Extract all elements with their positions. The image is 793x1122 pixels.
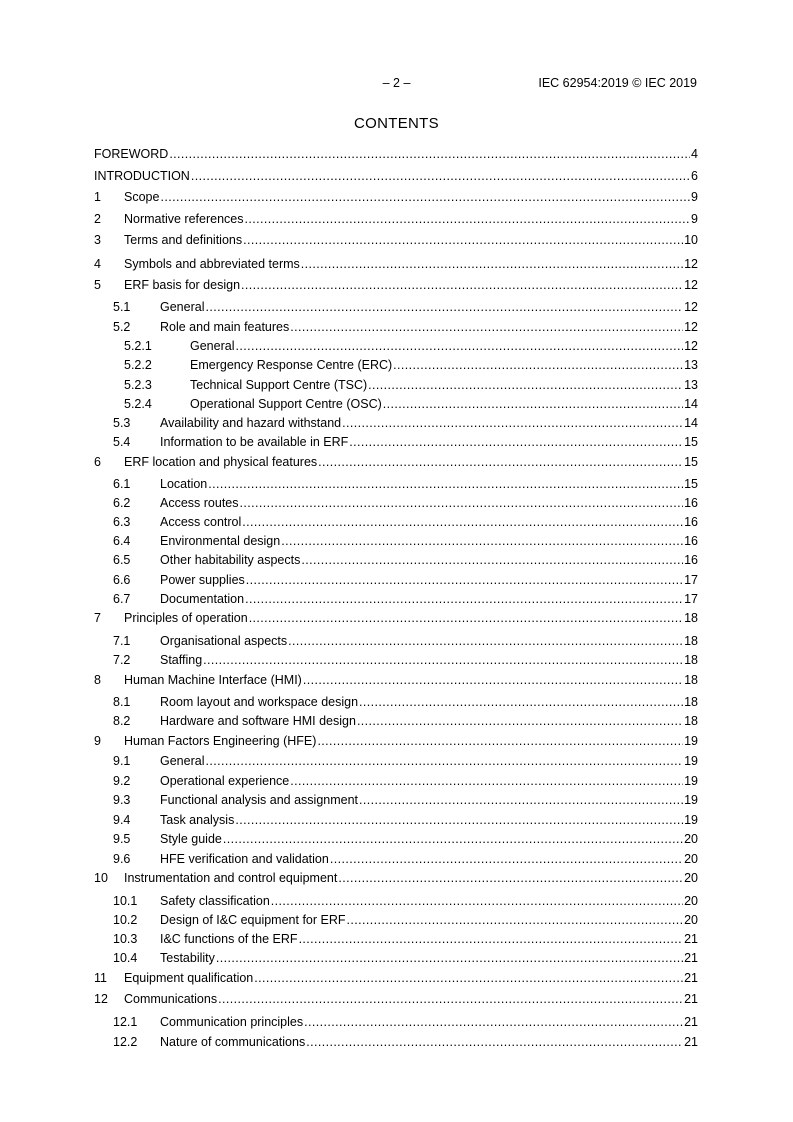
toc-entry-number: 7.2 xyxy=(113,653,131,667)
toc-entry-title: Operational Support Centre (OSC) xyxy=(190,397,382,411)
toc-dot-leader xyxy=(240,495,684,512)
toc-entry-title: Communications xyxy=(124,992,218,1006)
toc-entry-title: Environmental design xyxy=(160,534,281,548)
toc-entry-page: 12 xyxy=(684,278,698,292)
toc-entry-number: 5.2.1 xyxy=(124,339,152,353)
toc-entry[interactable] xyxy=(94,377,698,394)
toc-dot-leader xyxy=(317,733,683,750)
toc-entry[interactable] xyxy=(94,299,698,316)
toc-dot-leader xyxy=(254,970,683,987)
toc-dot-leader xyxy=(301,552,683,569)
toc-dot-leader xyxy=(235,812,683,829)
toc-entry-page: 15 xyxy=(684,435,698,449)
toc-entry-number: 6.7 xyxy=(113,592,131,606)
toc-entry-title: Availability and hazard withstand xyxy=(160,416,342,430)
toc-entry-page: 10 xyxy=(684,233,698,247)
toc-entry[interactable] xyxy=(94,893,698,910)
toc-entry[interactable] xyxy=(94,189,698,206)
toc-entry-page: 20 xyxy=(684,871,698,885)
toc-entry-title: Documentation xyxy=(160,592,245,606)
toc-entry-title: Organisational aspects xyxy=(160,634,288,648)
toc-entry-title: Role and main features xyxy=(160,320,290,334)
toc-dot-leader xyxy=(359,792,683,809)
toc-entry-number: 6.4 xyxy=(113,534,131,548)
toc-entry-page: 14 xyxy=(684,416,698,430)
toc-entry-number: 8.2 xyxy=(113,714,131,728)
toc-entry-title: General xyxy=(160,300,205,314)
toc-dot-leader xyxy=(301,256,683,273)
toc-dot-leader xyxy=(290,319,683,336)
toc-entry-number: 12.2 xyxy=(113,1035,138,1049)
toc-entry-number: 9.2 xyxy=(113,774,131,788)
toc-dot-leader xyxy=(245,591,683,608)
toc-entry[interactable] xyxy=(94,552,698,569)
toc-entry-page: 21 xyxy=(684,992,698,1006)
toc-entry[interactable] xyxy=(94,415,698,432)
toc-entry-number: 5.2.3 xyxy=(124,378,152,392)
toc-dot-leader xyxy=(249,610,683,627)
toc-dot-leader xyxy=(368,377,683,394)
toc-entry-page: 18 xyxy=(684,611,698,625)
toc-entry-title: Staffing xyxy=(160,653,203,667)
toc-entry-page: 21 xyxy=(684,951,698,965)
toc-entry-page: 12 xyxy=(684,339,698,353)
toc-dot-leader xyxy=(349,434,683,451)
toc-dot-leader xyxy=(218,991,683,1008)
toc-entry-page: 16 xyxy=(684,496,698,510)
toc-entry-page: 14 xyxy=(684,397,698,411)
toc-entry-title: Nature of communications xyxy=(160,1035,306,1049)
toc-entry-number: 11 xyxy=(94,971,107,985)
toc-entry[interactable] xyxy=(94,610,698,627)
toc-dot-leader xyxy=(357,713,683,730)
toc-entry-number: 5.4 xyxy=(113,435,131,449)
toc-dot-leader xyxy=(205,753,683,770)
toc-dot-leader xyxy=(160,189,690,206)
toc-entry-page: 20 xyxy=(684,894,698,908)
toc-entry[interactable] xyxy=(94,713,698,730)
toc-entry-title: Normative references xyxy=(124,212,244,226)
toc-entry-number: 5 xyxy=(94,278,101,292)
toc-entry-number: 5.2.4 xyxy=(124,397,152,411)
document-identifier: IEC 62954:2019 © IEC 2019 xyxy=(538,76,697,90)
toc-entry-page: 17 xyxy=(684,592,698,606)
toc-dot-leader xyxy=(342,415,683,432)
toc-entry-title: Functional analysis and assignment xyxy=(160,793,359,807)
toc-entry-page: 13 xyxy=(684,358,698,372)
toc-entry-page: 17 xyxy=(684,573,698,587)
toc-dot-leader xyxy=(235,338,683,355)
toc-entry-title: Other habitability aspects xyxy=(160,553,301,567)
toc-entry-page: 4 xyxy=(691,147,698,161)
toc-entry-page: 16 xyxy=(684,534,698,548)
toc-entry-title: Emergency Response Centre (ERC) xyxy=(190,358,393,372)
toc-entry-title: Human Factors Engineering (HFE) xyxy=(124,734,317,748)
toc-entry-title: Information to be available in ERF xyxy=(160,435,349,449)
toc-entry[interactable] xyxy=(94,1014,698,1031)
toc-entry[interactable] xyxy=(94,773,698,790)
toc-entry[interactable] xyxy=(94,319,698,336)
toc-dot-leader xyxy=(281,533,683,550)
toc-entry-title: INTRODUCTION xyxy=(94,169,190,183)
toc-entry-page: 19 xyxy=(684,793,698,807)
toc-entry-title: Location xyxy=(160,477,208,491)
toc-entry-title: ERF basis for design xyxy=(124,278,241,292)
toc-entry[interactable] xyxy=(94,694,698,711)
toc-entry-title: Communication principles xyxy=(160,1015,304,1029)
toc-entry[interactable] xyxy=(94,812,698,829)
toc-dot-leader xyxy=(303,672,683,689)
toc-entry-title: Task analysis xyxy=(160,813,235,827)
toc-entry-title: Testability xyxy=(160,951,215,965)
contents-title: CONTENTS xyxy=(354,115,439,132)
toc-entry-title: Equipment qualification xyxy=(124,971,254,985)
toc-dot-leader xyxy=(191,168,690,185)
toc-entry-title: Instrumentation and control equipment xyxy=(124,871,338,885)
toc-dot-leader xyxy=(208,476,683,493)
toc-entry-title: Technical Support Centre (TSC) xyxy=(190,378,368,392)
toc-entry[interactable] xyxy=(94,476,698,493)
toc-entry-page: 18 xyxy=(684,673,698,687)
toc-entry-page: 12 xyxy=(684,320,698,334)
toc-entry-number: 6.2 xyxy=(113,496,131,510)
toc-entry-page: 16 xyxy=(684,553,698,567)
toc-dot-leader xyxy=(304,1014,683,1031)
toc-entry-title: Safety classification xyxy=(160,894,270,908)
toc-entry-title: General xyxy=(190,339,235,353)
toc-entry-number: 5.3 xyxy=(113,416,131,430)
toc-entry-title: Access routes xyxy=(160,496,239,510)
toc-entry-page: 18 xyxy=(684,695,698,709)
page-number: – 2 – xyxy=(382,76,411,90)
toc-entry[interactable] xyxy=(94,396,698,413)
toc-entry[interactable] xyxy=(94,970,698,987)
toc-entry[interactable] xyxy=(94,831,698,848)
toc-entry[interactable] xyxy=(94,733,698,750)
toc-entry[interactable] xyxy=(94,851,698,868)
toc-dot-leader xyxy=(318,454,683,471)
toc-entry-number: 10.2 xyxy=(113,913,138,927)
toc-entry-page: 13 xyxy=(684,378,698,392)
toc-entry-number: 9.3 xyxy=(113,793,131,807)
toc-dot-leader xyxy=(245,211,691,228)
toc-entry-title: Style guide xyxy=(160,832,222,846)
toc-entry[interactable] xyxy=(94,514,698,531)
toc-dot-leader xyxy=(241,277,683,294)
toc-entry-number: 4 xyxy=(94,257,101,271)
toc-entry-number: 6.5 xyxy=(113,553,131,567)
toc-entry-page: 18 xyxy=(684,714,698,728)
toc-entry[interactable] xyxy=(94,572,698,589)
toc-entry[interactable] xyxy=(94,792,698,809)
toc-entry-page: 19 xyxy=(684,734,698,748)
toc-entry-number: 5.2.2 xyxy=(124,358,152,372)
toc-entry[interactable] xyxy=(94,277,698,294)
toc-entry-number: 9 xyxy=(94,734,101,748)
toc-entry-number: 10.4 xyxy=(113,951,138,965)
toc-entry-page: 21 xyxy=(684,932,698,946)
toc-entry-number: 10.3 xyxy=(113,932,138,946)
toc-entry[interactable] xyxy=(94,950,698,967)
toc-entry-number: 6 xyxy=(94,455,101,469)
toc-entry-number: 5.2 xyxy=(113,320,131,334)
toc-dot-leader xyxy=(271,893,683,910)
toc-entry-title: Power supplies xyxy=(160,573,245,587)
toc-entry-title: ERF location and physical features xyxy=(124,455,318,469)
toc-entry[interactable] xyxy=(94,211,698,228)
toc-entry[interactable] xyxy=(94,168,698,185)
toc-entry[interactable] xyxy=(94,232,698,249)
toc-entry-page: 20 xyxy=(684,852,698,866)
toc-entry-title: Human Machine Interface (HMI) xyxy=(124,673,302,687)
toc-entry-page: 21 xyxy=(684,1035,698,1049)
toc-dot-leader xyxy=(169,146,690,163)
toc-entry-title: FOREWORD xyxy=(94,147,169,161)
toc-entry-page: 12 xyxy=(684,257,698,271)
toc-entry-number: 7 xyxy=(94,611,101,625)
toc-entry[interactable] xyxy=(94,672,698,689)
toc-dot-leader xyxy=(393,357,683,374)
toc-entry-title: General xyxy=(160,754,205,768)
toc-entry[interactable] xyxy=(94,434,698,451)
toc-entry-title: Access control xyxy=(160,515,242,529)
toc-entry-page: 18 xyxy=(684,634,698,648)
toc-dot-leader xyxy=(299,931,684,948)
toc-entry[interactable] xyxy=(94,338,698,355)
toc-dot-leader xyxy=(243,232,683,249)
toc-entry-title: Operational experience xyxy=(160,774,290,788)
toc-entry-number: 8.1 xyxy=(113,695,131,709)
toc-entry[interactable] xyxy=(94,533,698,550)
toc-entry-number: 2 xyxy=(94,212,101,226)
toc-entry-number: 10 xyxy=(94,871,108,885)
toc-entry-page: 18 xyxy=(684,653,698,667)
toc-entry-title: Design of I&C equipment for ERF xyxy=(160,913,346,927)
toc-entry-title: Room layout and workspace design xyxy=(160,695,359,709)
toc-entry-page: 16 xyxy=(684,515,698,529)
toc-entry-page: 6 xyxy=(691,169,698,183)
toc-dot-leader xyxy=(223,831,683,848)
toc-entry[interactable] xyxy=(94,633,698,650)
toc-entry[interactable] xyxy=(94,912,698,929)
toc-entry-page: 21 xyxy=(684,1015,698,1029)
toc-entry-title: Terms and definitions xyxy=(124,233,243,247)
toc-entry-title: HFE verification and validation xyxy=(160,852,329,866)
toc-entry[interactable] xyxy=(94,591,698,608)
toc-entry-page: 9 xyxy=(691,190,698,204)
toc-entry-number: 6.3 xyxy=(113,515,131,529)
toc-dot-leader xyxy=(330,851,683,868)
toc-entry[interactable] xyxy=(94,1034,698,1051)
toc-entry[interactable] xyxy=(94,146,698,163)
toc-entry-page: 19 xyxy=(684,774,698,788)
toc-entry-number: 9.5 xyxy=(113,832,131,846)
toc-dot-leader xyxy=(359,694,683,711)
toc-dot-leader xyxy=(290,773,683,790)
toc-entry-page: 15 xyxy=(684,477,698,491)
toc-entry-number: 7.1 xyxy=(113,634,131,648)
toc-entry[interactable] xyxy=(94,495,698,512)
toc-entry-number: 5.1 xyxy=(113,300,131,314)
toc-entry-number: 9.1 xyxy=(113,754,131,768)
toc-entry[interactable] xyxy=(94,753,698,770)
toc-entry-number: 6.1 xyxy=(113,477,131,491)
toc-entry[interactable] xyxy=(94,991,698,1008)
toc-dot-leader xyxy=(383,396,683,413)
toc-entry-number: 9.4 xyxy=(113,813,131,827)
toc-dot-leader xyxy=(338,870,683,887)
toc-entry-page: 20 xyxy=(684,832,698,846)
toc-entry-page: 20 xyxy=(684,913,698,927)
toc-entry-page: 19 xyxy=(684,813,698,827)
toc-entry[interactable] xyxy=(94,256,698,273)
toc-entry-title: Principles of operation xyxy=(124,611,248,625)
toc-dot-leader xyxy=(203,652,683,669)
toc-entry[interactable] xyxy=(94,931,698,948)
toc-entry[interactable] xyxy=(94,870,698,887)
toc-entry-page: 21 xyxy=(684,971,698,985)
toc-entry-number: 9.6 xyxy=(113,852,131,866)
toc-dot-leader xyxy=(246,572,683,589)
toc-entry-title: Hardware and software HMI design xyxy=(160,714,356,728)
toc-entry[interactable] xyxy=(94,454,698,471)
toc-entry[interactable] xyxy=(94,652,698,669)
toc-entry-page: 9 xyxy=(691,212,698,226)
toc-entry-number: 12.1 xyxy=(113,1015,138,1029)
toc-dot-leader xyxy=(242,514,683,531)
toc-entry-number: 12 xyxy=(94,992,108,1006)
toc-dot-leader xyxy=(306,1034,683,1051)
toc-entry-number: 10.1 xyxy=(113,894,138,908)
toc-entry-title: Scope xyxy=(124,190,160,204)
toc-entry-number: 1 xyxy=(94,190,101,204)
toc-entry-number: 6.6 xyxy=(113,573,131,587)
toc-entry-number: 8 xyxy=(94,673,101,687)
toc-entry-number: 3 xyxy=(94,233,101,247)
toc-entry[interactable] xyxy=(94,357,698,374)
toc-entry-page: 19 xyxy=(684,754,698,768)
toc-dot-leader xyxy=(205,299,683,316)
toc-dot-leader xyxy=(347,912,684,929)
toc-dot-leader xyxy=(288,633,683,650)
toc-entry-page: 15 xyxy=(684,455,698,469)
toc-entry-title: I&C functions of the ERF xyxy=(160,932,298,946)
toc-entry-page: 12 xyxy=(684,300,698,314)
toc-dot-leader xyxy=(216,950,683,967)
toc-entry-title: Symbols and abbreviated terms xyxy=(124,257,300,271)
